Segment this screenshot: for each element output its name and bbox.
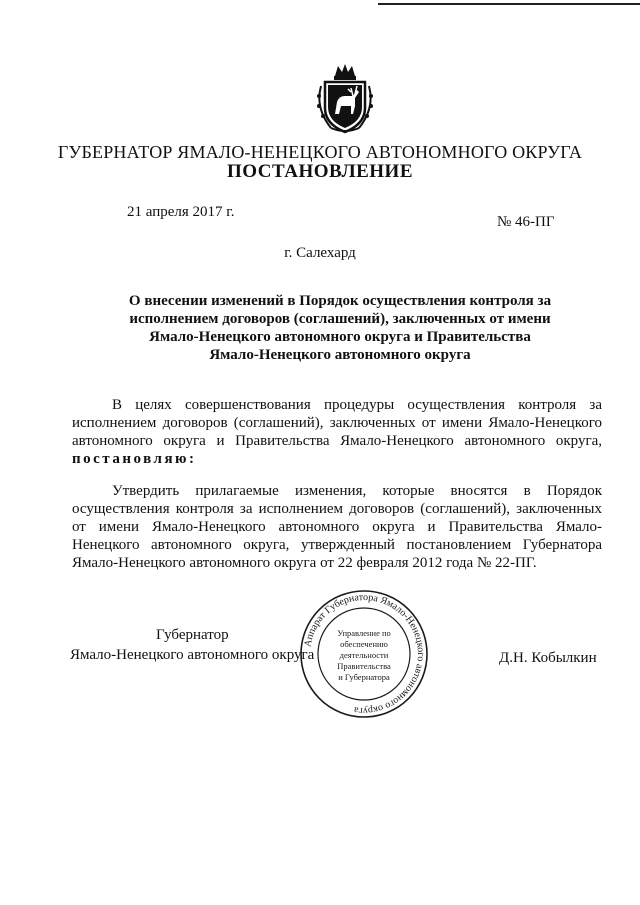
stamp-inner-line: Управление по [337, 628, 391, 638]
coat-of-arms-icon [313, 62, 377, 136]
decision-line: Утвердить прилагаемые изменения, которые вносятся в Порядок [112, 483, 602, 499]
signatory-name: Д.Н. Кобылкин [499, 650, 597, 666]
decision-line: от имени Ямало-Ненецкого автономного округа и Правительства Ямало- [72, 519, 602, 535]
decision-line: осуществления контроля за исполнением договоров (соглашений), заключенных [72, 501, 602, 517]
preamble-paragraph [72, 396, 602, 468]
document-date: 21 апреля 2017 г. [127, 204, 235, 220]
decision-line: Ненецкого автономного округа, утвержденный постановлением Губернатора [72, 537, 602, 553]
title-line: О внесении изменений в Порядок осуществления контроля за [128, 293, 552, 309]
title-line: Ямало-Ненецкого автономного округа и Правительства [149, 329, 531, 345]
resolve-word: постановляю: [72, 451, 197, 467]
decision-paragraph [72, 482, 602, 572]
preamble-line: В целях совершенствования процедуры осуществления контроля за [112, 397, 602, 413]
document-title [120, 292, 560, 364]
stamp-inner-line: обеспечению [340, 639, 388, 649]
preamble-line: автономного округа и Правительства Ямало-Ненецкого автономного округа, [72, 433, 602, 449]
official-stamp [298, 588, 430, 720]
title-line: исполнением договоров (соглашений), заключенных от имени [129, 311, 551, 327]
signatory-title [70, 625, 315, 665]
document-number: № 46-ПГ [497, 214, 555, 230]
decision-line: Ямало-Ненецкого автономного округа от 22 февраля 2012 года № 22-ПГ. [72, 555, 537, 571]
signatory-title-line: Ямало-Ненецкого автономного округа [70, 647, 315, 663]
document-city: г. Салехард [284, 245, 356, 261]
preamble-line: исполнением договоров (соглашений), заключенных от имени Ямало-Ненецкого [72, 415, 602, 431]
stamp-inner-line: Правительства [337, 661, 391, 671]
title-line: Ямало-Ненецкого автономного округа [209, 347, 471, 363]
signatory-title-line: Губернатор [156, 627, 229, 643]
stamp-inner-line: и Губернатора [338, 672, 390, 682]
stamp-ring-text: Аппарат Губернатора Ямало-Ненецкого автономного округа [302, 591, 427, 717]
top-edge-line [378, 3, 640, 5]
stamp-inner-line: деятельности [339, 650, 389, 660]
issuer-heading: ГУБЕРНАТОР ЯМАЛО-НЕНЕЦКОГО АВТОНОМНОГО ОКРУГА [57, 142, 583, 162]
document-type-heading: ПОСТАНОВЛЕНИЕ [226, 161, 414, 182]
